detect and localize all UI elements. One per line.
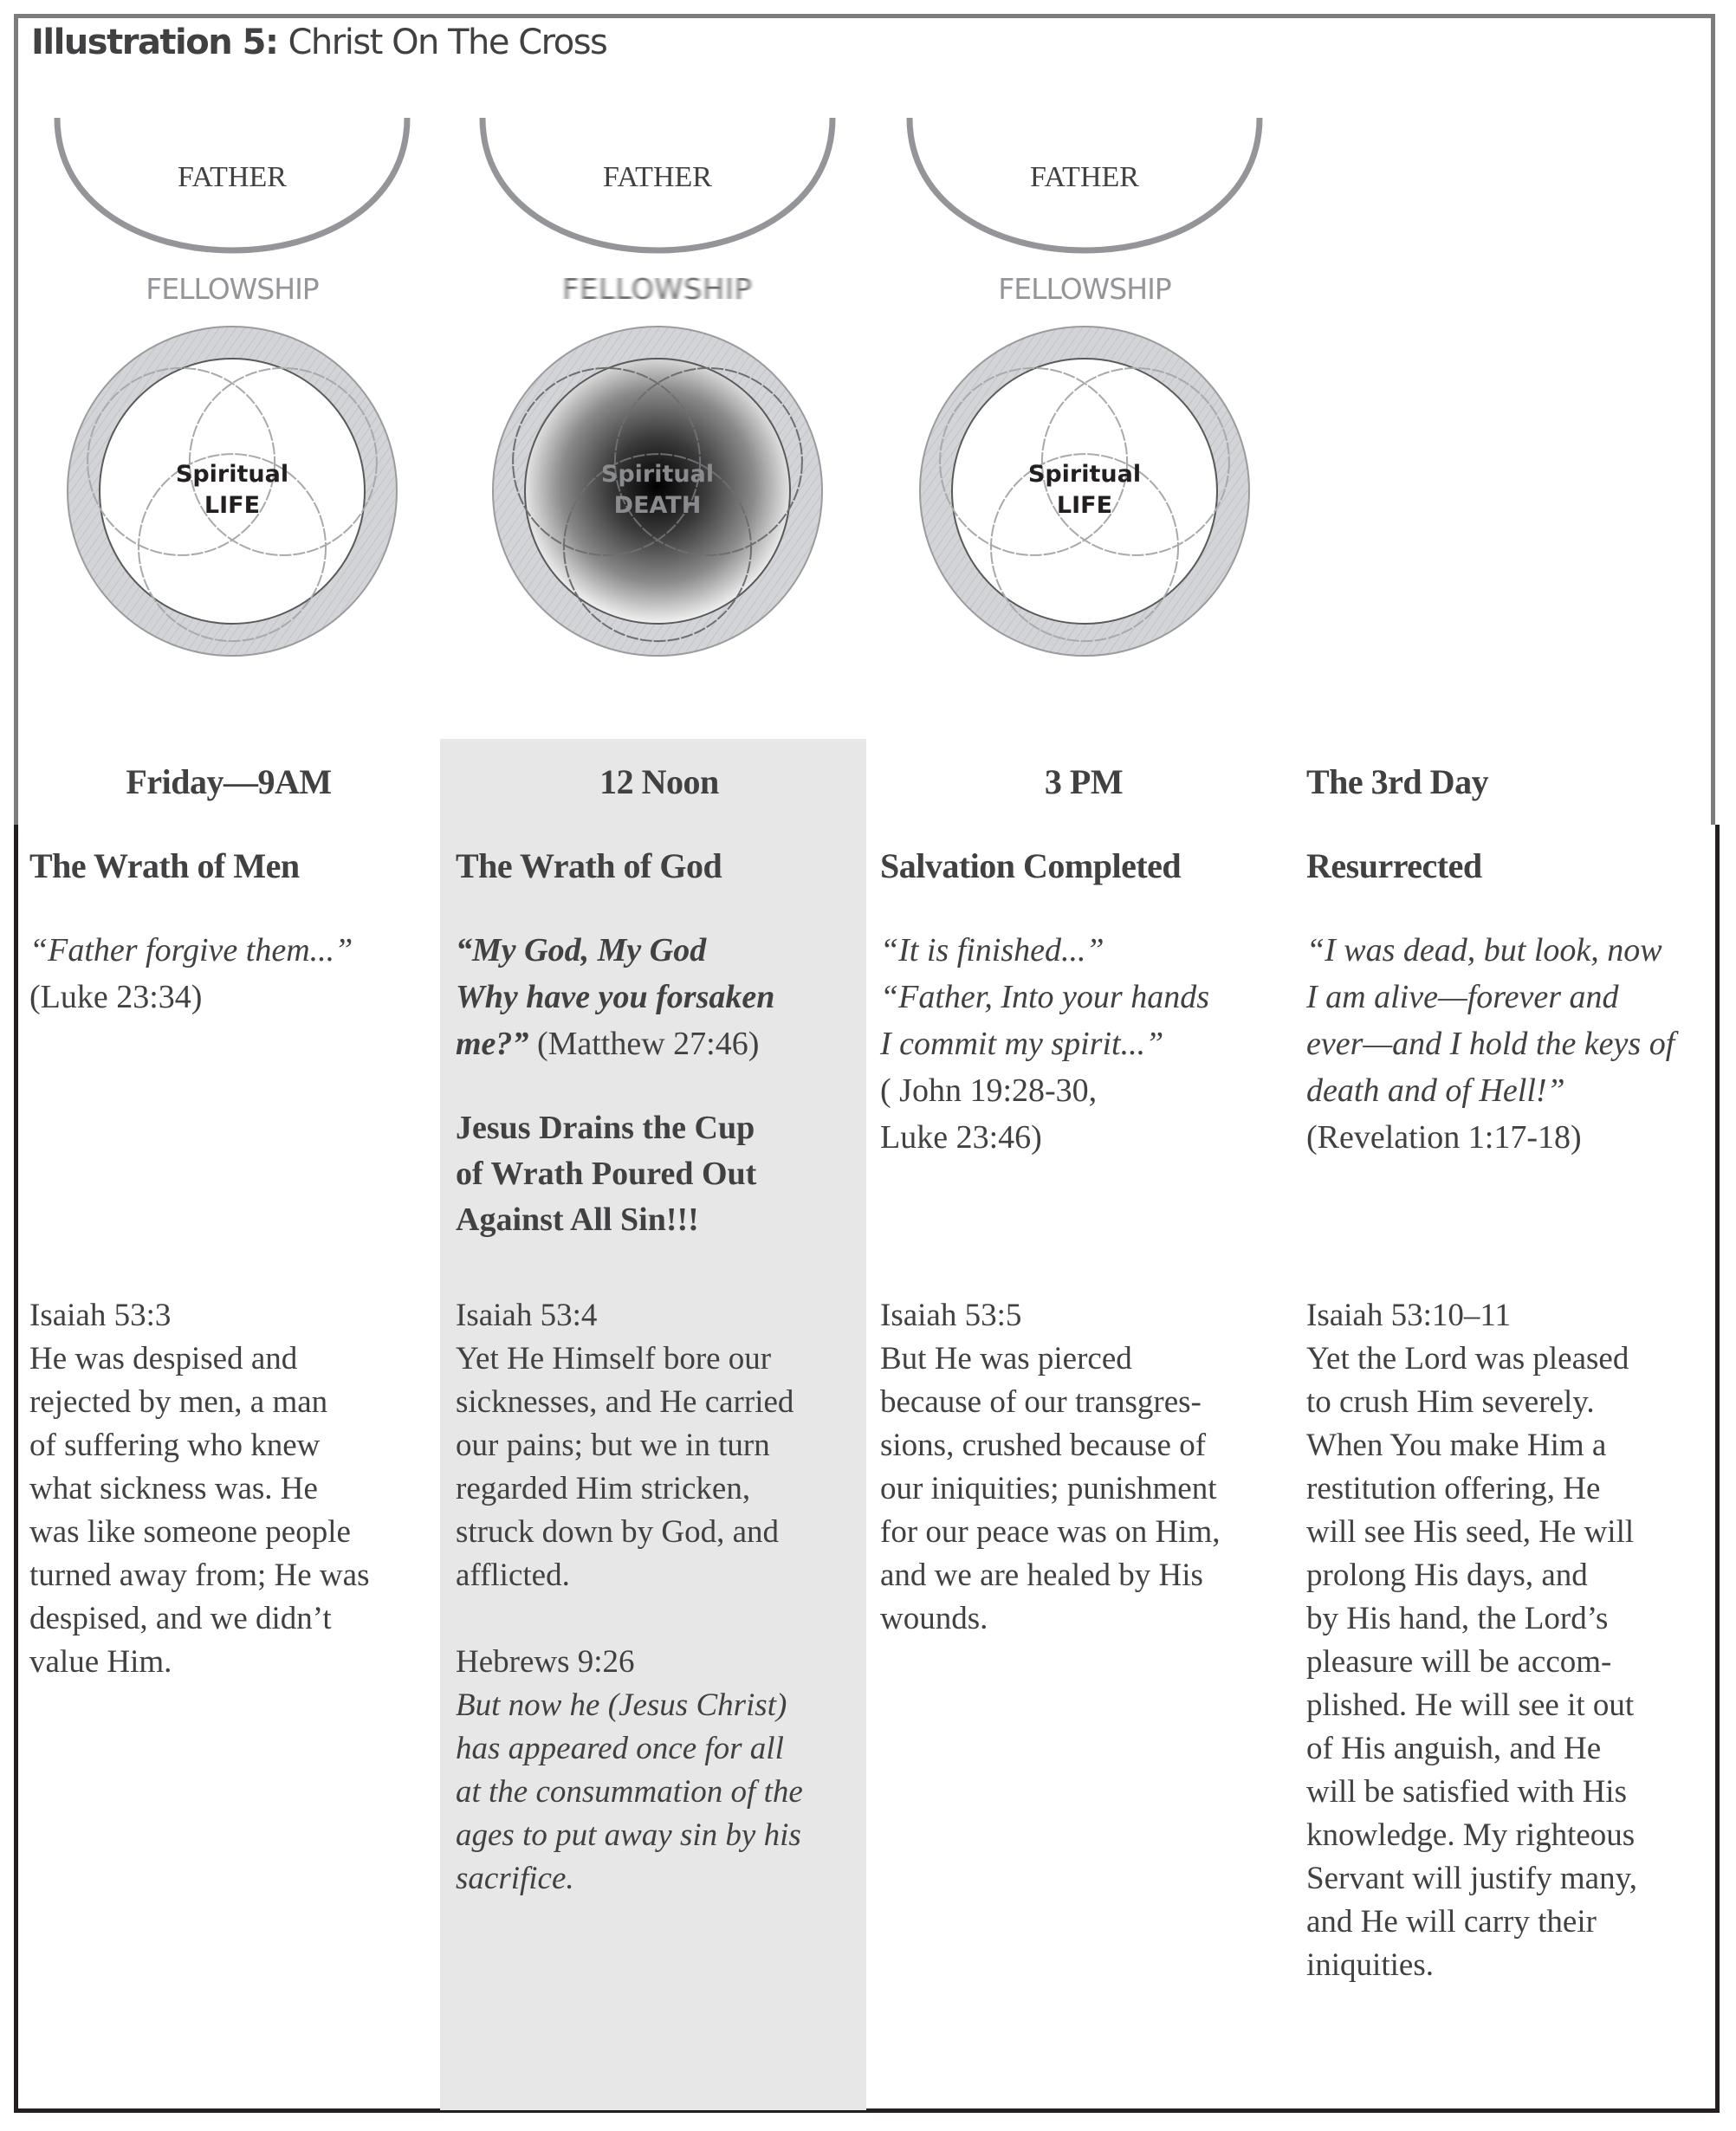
- column-heading: 12 Noon: [599, 762, 719, 801]
- column-quote: [29, 927, 437, 1020]
- passage-line: When You make Him a: [1306, 1428, 1607, 1463]
- quote-line: death and of Hell!”: [1306, 1072, 1565, 1109]
- spiritual-life-core: [100, 359, 365, 624]
- passage-text-hebrews: [456, 1684, 863, 1901]
- spiritual-state-line1: Spiritual: [1027, 461, 1142, 488]
- emphasis-statement: [456, 1105, 863, 1243]
- scripture-passage: [1306, 1294, 1713, 1987]
- quote-reference: (Matthew 27:46): [536, 1026, 760, 1062]
- passage-line: our pains; but we in turn: [456, 1428, 770, 1463]
- passage-line: for our peace was on Him,: [880, 1514, 1221, 1550]
- quote-line: Why have you forsaken: [456, 979, 775, 1015]
- column-subtitle: Resurrected: [1306, 846, 1482, 885]
- fellowship-label-broken: FELLOWSHIP: [562, 272, 753, 306]
- passage-line: what sickness was. He: [29, 1471, 318, 1506]
- scripture-passage: [456, 1294, 863, 1901]
- passage-reference: Isaiah 53:3: [29, 1298, 172, 1333]
- passage-line: of suffering who knew: [29, 1428, 321, 1463]
- passage-line: by His hand, the Lord’s: [1306, 1601, 1609, 1636]
- column-quote: [880, 927, 1287, 1161]
- spiritual-state-line2: LIFE: [204, 492, 261, 519]
- passage-line: of His anguish, and He: [1306, 1731, 1602, 1766]
- stage-1: [57, 118, 407, 656]
- quote-line: me?”: [456, 1026, 529, 1062]
- stage-2: [483, 118, 832, 656]
- passage-line: prolong His days, and: [1306, 1558, 1588, 1593]
- quote-line: I am alive—forever and: [1306, 979, 1619, 1015]
- column-quote: [456, 927, 863, 1067]
- passage-line: restitution offering, He: [1306, 1471, 1601, 1506]
- passage-line: But He was pierced: [880, 1341, 1132, 1376]
- fellowship-label: FELLOWSHIP: [146, 272, 319, 306]
- column-3rd-day: [1306, 754, 1713, 1983]
- passage-line: pleasure will be accom-: [1306, 1644, 1612, 1680]
- passage-reference: Isaiah 53:10–11: [1306, 1298, 1512, 1333]
- quote-line: “Father forgive them...”: [29, 932, 353, 968]
- passage-line: rejected by men, a man: [29, 1384, 328, 1420]
- passage-text: [456, 1338, 863, 1597]
- passage-line: ages to put away sin by his: [456, 1817, 801, 1853]
- passage-line: value Him.: [29, 1644, 172, 1680]
- father-label: FATHER: [178, 161, 287, 193]
- passage-line: at the consummation of the: [456, 1774, 803, 1810]
- passage-reference: Isaiah 53:5: [880, 1298, 1022, 1333]
- passage-line: But now he (Jesus Christ): [456, 1687, 787, 1723]
- scripture-passage: [880, 1294, 1287, 1641]
- passage-line: struck down by God, and: [456, 1514, 780, 1550]
- column-quote: [1306, 927, 1713, 1161]
- emphasis-line: Jesus Drains the Cup: [456, 1110, 755, 1146]
- column-friday-9am: [29, 754, 437, 1680]
- column-heading: 3 PM: [1044, 762, 1124, 801]
- emphasis-line: of Wrath Poured Out: [456, 1156, 757, 1192]
- passage-line: despised, and we didn’t: [29, 1601, 332, 1636]
- passage-line: afflicted.: [456, 1558, 570, 1593]
- passage-text: [880, 1338, 1287, 1641]
- passage-line: and we are healed by His: [880, 1558, 1203, 1593]
- column-subtitle: Salvation Completed: [880, 846, 1182, 885]
- quote-line: I commit my spirit...”: [880, 1026, 1164, 1062]
- quote-line: “It is finished...”: [880, 932, 1104, 968]
- quote-line: “Father, Into your hands: [880, 979, 1209, 1015]
- passage-line: will see His seed, He will: [1306, 1514, 1635, 1550]
- passage-line: wounds.: [880, 1601, 988, 1636]
- passage-reference-hebrews: Hebrews 9:26: [456, 1644, 635, 1680]
- spiritual-state-line1: Spiritual: [600, 461, 715, 488]
- column-subtitle: The Wrath of God: [456, 846, 722, 885]
- passage-line: has appeared once for all: [456, 1731, 784, 1766]
- column-12-noon: [456, 754, 863, 1896]
- column-heading: Friday—9AM: [126, 762, 332, 801]
- passage-line: sicknesses, and He carried: [456, 1384, 794, 1420]
- fellowship-diagram: [0, 0, 1736, 745]
- father-label: FATHER: [1030, 161, 1139, 193]
- passage-line: sacrifice.: [456, 1861, 574, 1896]
- illustration-caption: Christ On The Cross: [288, 23, 607, 62]
- emphasis-line: Against All Sin!!!: [456, 1202, 699, 1238]
- stage-3: [910, 118, 1260, 656]
- passage-line: to crush Him severely.: [1306, 1384, 1595, 1420]
- passage-line: sions, crushed because of: [880, 1428, 1207, 1463]
- column-heading: The 3rd Day: [1306, 762, 1489, 801]
- fellowship-label: FELLOWSHIP: [998, 272, 1171, 306]
- quote-reference: (Luke 23:34): [29, 979, 203, 1015]
- passage-line: and He will carry their: [1306, 1904, 1597, 1940]
- quote-line: “I was dead, but look, now: [1306, 932, 1662, 968]
- quote-reference: Luke 23:46): [880, 1119, 1042, 1156]
- scripture-passage: [29, 1294, 437, 1684]
- column-3-pm: [880, 754, 1287, 1636]
- passage-line: Yet He Himself bore our: [456, 1341, 772, 1376]
- illustration-number: Illustration 5:: [31, 23, 278, 62]
- passage-line: Yet the Lord was pleased: [1306, 1341, 1629, 1376]
- column-subtitle: The Wrath of Men: [29, 846, 300, 885]
- passage-line: plished. He will see it out: [1306, 1687, 1635, 1723]
- spiritual-state-line1: Spiritual: [175, 461, 289, 488]
- spiritual-state-line2: LIFE: [1056, 492, 1113, 519]
- spiritual-life-core: [952, 359, 1217, 624]
- passage-line: was like someone people: [29, 1514, 351, 1550]
- passage-text: [1306, 1338, 1713, 1987]
- passage-line: our iniquities; punishment: [880, 1471, 1217, 1506]
- quote-line: ever—and I hold the keys of: [1306, 1026, 1675, 1062]
- quote-reference: ( John 19:28-30,: [880, 1072, 1098, 1109]
- passage-reference: Isaiah 53:4: [456, 1298, 598, 1333]
- passage-line: because of our transgres-: [880, 1384, 1202, 1420]
- spiritual-death-core: [525, 359, 790, 624]
- quote-line: “My God, My God: [456, 932, 707, 968]
- quote-reference: (Revelation 1:17-18): [1306, 1119, 1582, 1156]
- passage-line: knowledge. My righteous: [1306, 1817, 1636, 1853]
- passage-text: [29, 1338, 437, 1684]
- passage-line: Servant will justify many,: [1306, 1861, 1637, 1896]
- spiritual-state-line2: DEATH: [613, 492, 702, 519]
- passage-line: He was despised and: [29, 1341, 298, 1376]
- passage-line: iniquities.: [1306, 1947, 1434, 1983]
- passage-line: turned away from; He was: [29, 1558, 370, 1593]
- passage-line: will be satisfied with His: [1306, 1774, 1627, 1810]
- passage-line: regarded Him stricken,: [456, 1471, 751, 1506]
- father-label: FATHER: [603, 161, 712, 193]
